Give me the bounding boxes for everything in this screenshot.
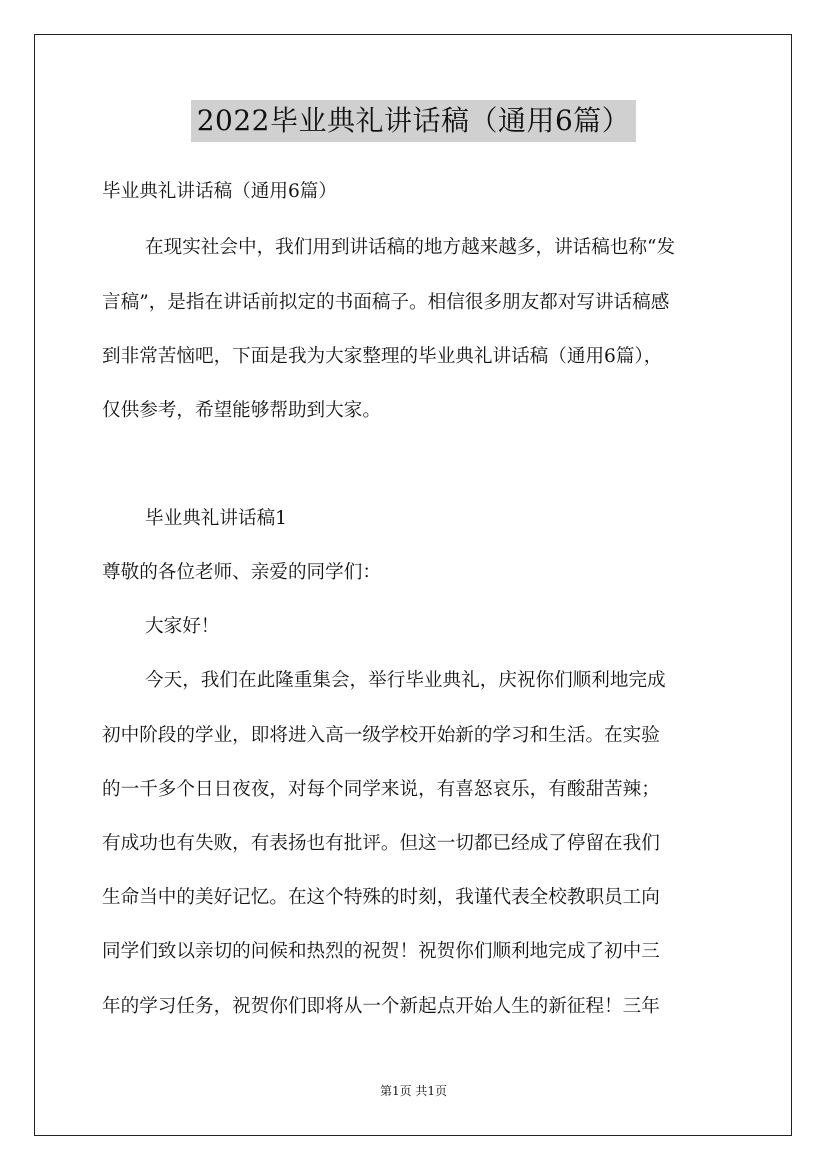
page-footer: 第1页 共1页 [379, 1084, 448, 1098]
paragraph-line: 年的学习任务，祝贺你们即将从一个新起点开始人生的新征程！三年 [102, 996, 660, 1017]
paragraph-line: 的一千多个日日夜夜，对每个同学来说，有喜怒哀乐，有酸甜苦辣； [102, 779, 660, 800]
paragraph-line: 言稿”，是指在讲话前拟定的书面稿子。相信很多朋友都对写讲话稿感 [102, 292, 670, 313]
paragraph-line: 到非常苦恼吧，下面是我为大家整理的毕业典礼讲话稿（通用6篇）， [102, 346, 663, 367]
subtitle-line: 毕业典礼讲话稿（通用6篇） [102, 181, 337, 202]
greeting-line: 大家好！ [145, 616, 220, 637]
title-container [0, 100, 827, 142]
paragraph-line: 初中阶段的学业，即将进入高一级学校开始新的学习和生活。在实验 [102, 725, 660, 746]
salutation-line: 尊敬的各位老师、亲爱的同学们： [102, 562, 381, 583]
section-heading: 毕业典礼讲话稿1 [145, 508, 287, 529]
paragraph-line: 有成功也有失败，有表扬也有批评。但这一切都已经成了停留在我们 [102, 833, 660, 854]
paragraph-line: 同学们致以亲切的问候和热烈的祝贺！祝贺你们顺利地完成了初中三 [102, 941, 660, 962]
document-title: 2022毕业典礼讲话稿（通用6篇） [191, 100, 637, 142]
paragraph-line: 在现实社会中，我们用到讲话稿的地方越来越多，讲话稿也称“发 [145, 237, 676, 258]
paragraph-line: 今天，我们在此隆重集会，举行毕业典礼，庆祝你们顺利地完成 [145, 670, 666, 691]
paragraph-line: 仅供参考，希望能够帮助到大家。 [102, 400, 381, 421]
paragraph-line: 生命当中的美好记忆。在这个特殊的时刻，我谨代表全校教职员工向 [102, 887, 660, 908]
